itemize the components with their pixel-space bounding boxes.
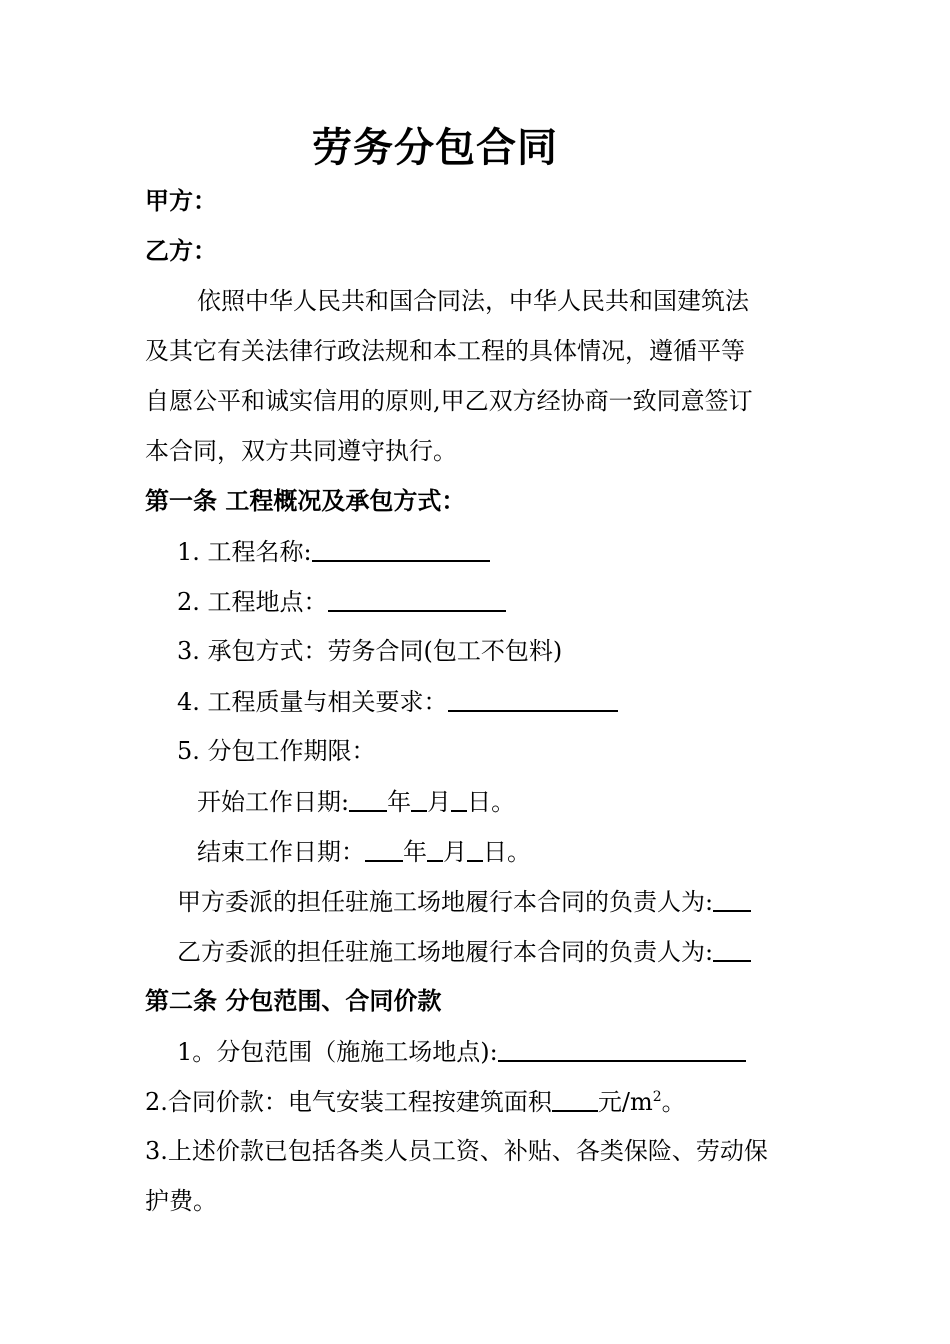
intro-line-2: 及其它有关法律行政法规和本工程的具体情况，遵循平等 bbox=[145, 337, 745, 365]
start-year-unit: 年 bbox=[387, 788, 412, 816]
party-b-representative-blank bbox=[713, 936, 751, 962]
end-date-label: 结束工作日期： bbox=[197, 838, 365, 866]
price-unit: 元/m bbox=[597, 1088, 653, 1116]
party-a-label: 甲方： bbox=[145, 187, 217, 215]
start-date-line bbox=[197, 786, 515, 817]
project-location-label: 2. 工程地点： bbox=[177, 588, 328, 616]
start-day-blank bbox=[451, 786, 467, 812]
work-period-item: 5. 分包工作期限： bbox=[177, 737, 376, 765]
price-inclusion-line-2: 护费。 bbox=[145, 1187, 217, 1215]
end-month-blank bbox=[427, 836, 443, 862]
quality-label: 4. 工程质量与相关要求： bbox=[177, 688, 448, 716]
party-b-representative-line bbox=[177, 936, 751, 967]
start-month-unit: 月 bbox=[427, 788, 452, 816]
party-a-representative-label: 甲方委派的担任驻施工场地履行本合同的负责人为: bbox=[177, 888, 714, 916]
price-item bbox=[145, 1086, 686, 1117]
start-year-blank bbox=[349, 786, 387, 812]
project-location-blank bbox=[328, 586, 506, 612]
end-year-blank bbox=[365, 836, 403, 862]
start-day-unit: 日。 bbox=[467, 788, 516, 816]
end-day-blank bbox=[467, 836, 483, 862]
contract-mode-item: 3. 承包方式：劳务合同(包工不包料) bbox=[177, 637, 563, 665]
quality-item bbox=[177, 686, 618, 717]
intro-line-3: 自愿公平和诚实信用的原则,甲乙双方经协商一致同意签订 bbox=[145, 387, 753, 415]
end-month-unit: 月 bbox=[443, 838, 467, 866]
scope-item bbox=[177, 1036, 746, 1067]
party-a-representative-blank bbox=[713, 886, 751, 912]
scope-blank bbox=[498, 1036, 746, 1062]
end-year-unit: 年 bbox=[403, 838, 427, 866]
price-inclusion-line-1: 3.上述价款已包括各类人员工资、补贴、各类保险、劳动保 bbox=[145, 1137, 768, 1165]
price-unit-superscript: 2 bbox=[652, 1089, 662, 1105]
start-date-label: 开始工作日期: bbox=[197, 788, 350, 816]
price-blank bbox=[552, 1086, 598, 1112]
party-b-label: 乙方： bbox=[145, 237, 217, 265]
end-date-line bbox=[197, 836, 531, 867]
price-label: 2.合同价款：电气安装工程按建筑面积 bbox=[145, 1088, 552, 1116]
price-end-mark: 。 bbox=[661, 1088, 686, 1116]
party-a-representative-line bbox=[177, 886, 751, 917]
project-name-label: 1. 工程名称: bbox=[177, 538, 312, 566]
project-name-blank bbox=[312, 536, 490, 562]
document-title: 劳务分包合同 bbox=[312, 125, 558, 171]
intro-line-4: 本合同，双方共同遵守执行。 bbox=[145, 437, 457, 465]
start-month-blank bbox=[411, 786, 427, 812]
intro-line-1: 依照中华人民共和国合同法，中华人民共和国建筑法 bbox=[197, 287, 749, 315]
article-2-heading: 第二条 分包范围、合同价款 bbox=[145, 987, 442, 1015]
quality-blank bbox=[448, 686, 618, 712]
party-b-representative-label: 乙方委派的担任驻施工场地履行本合同的负责人为: bbox=[177, 938, 714, 966]
project-location-item bbox=[177, 586, 506, 617]
project-name-item bbox=[177, 536, 490, 567]
scope-label: 1。分包范围（施施工场地点): bbox=[177, 1038, 498, 1066]
end-day-unit: 日。 bbox=[483, 838, 531, 866]
article-1-heading: 第一条 工程概况及承包方式： bbox=[145, 487, 466, 515]
